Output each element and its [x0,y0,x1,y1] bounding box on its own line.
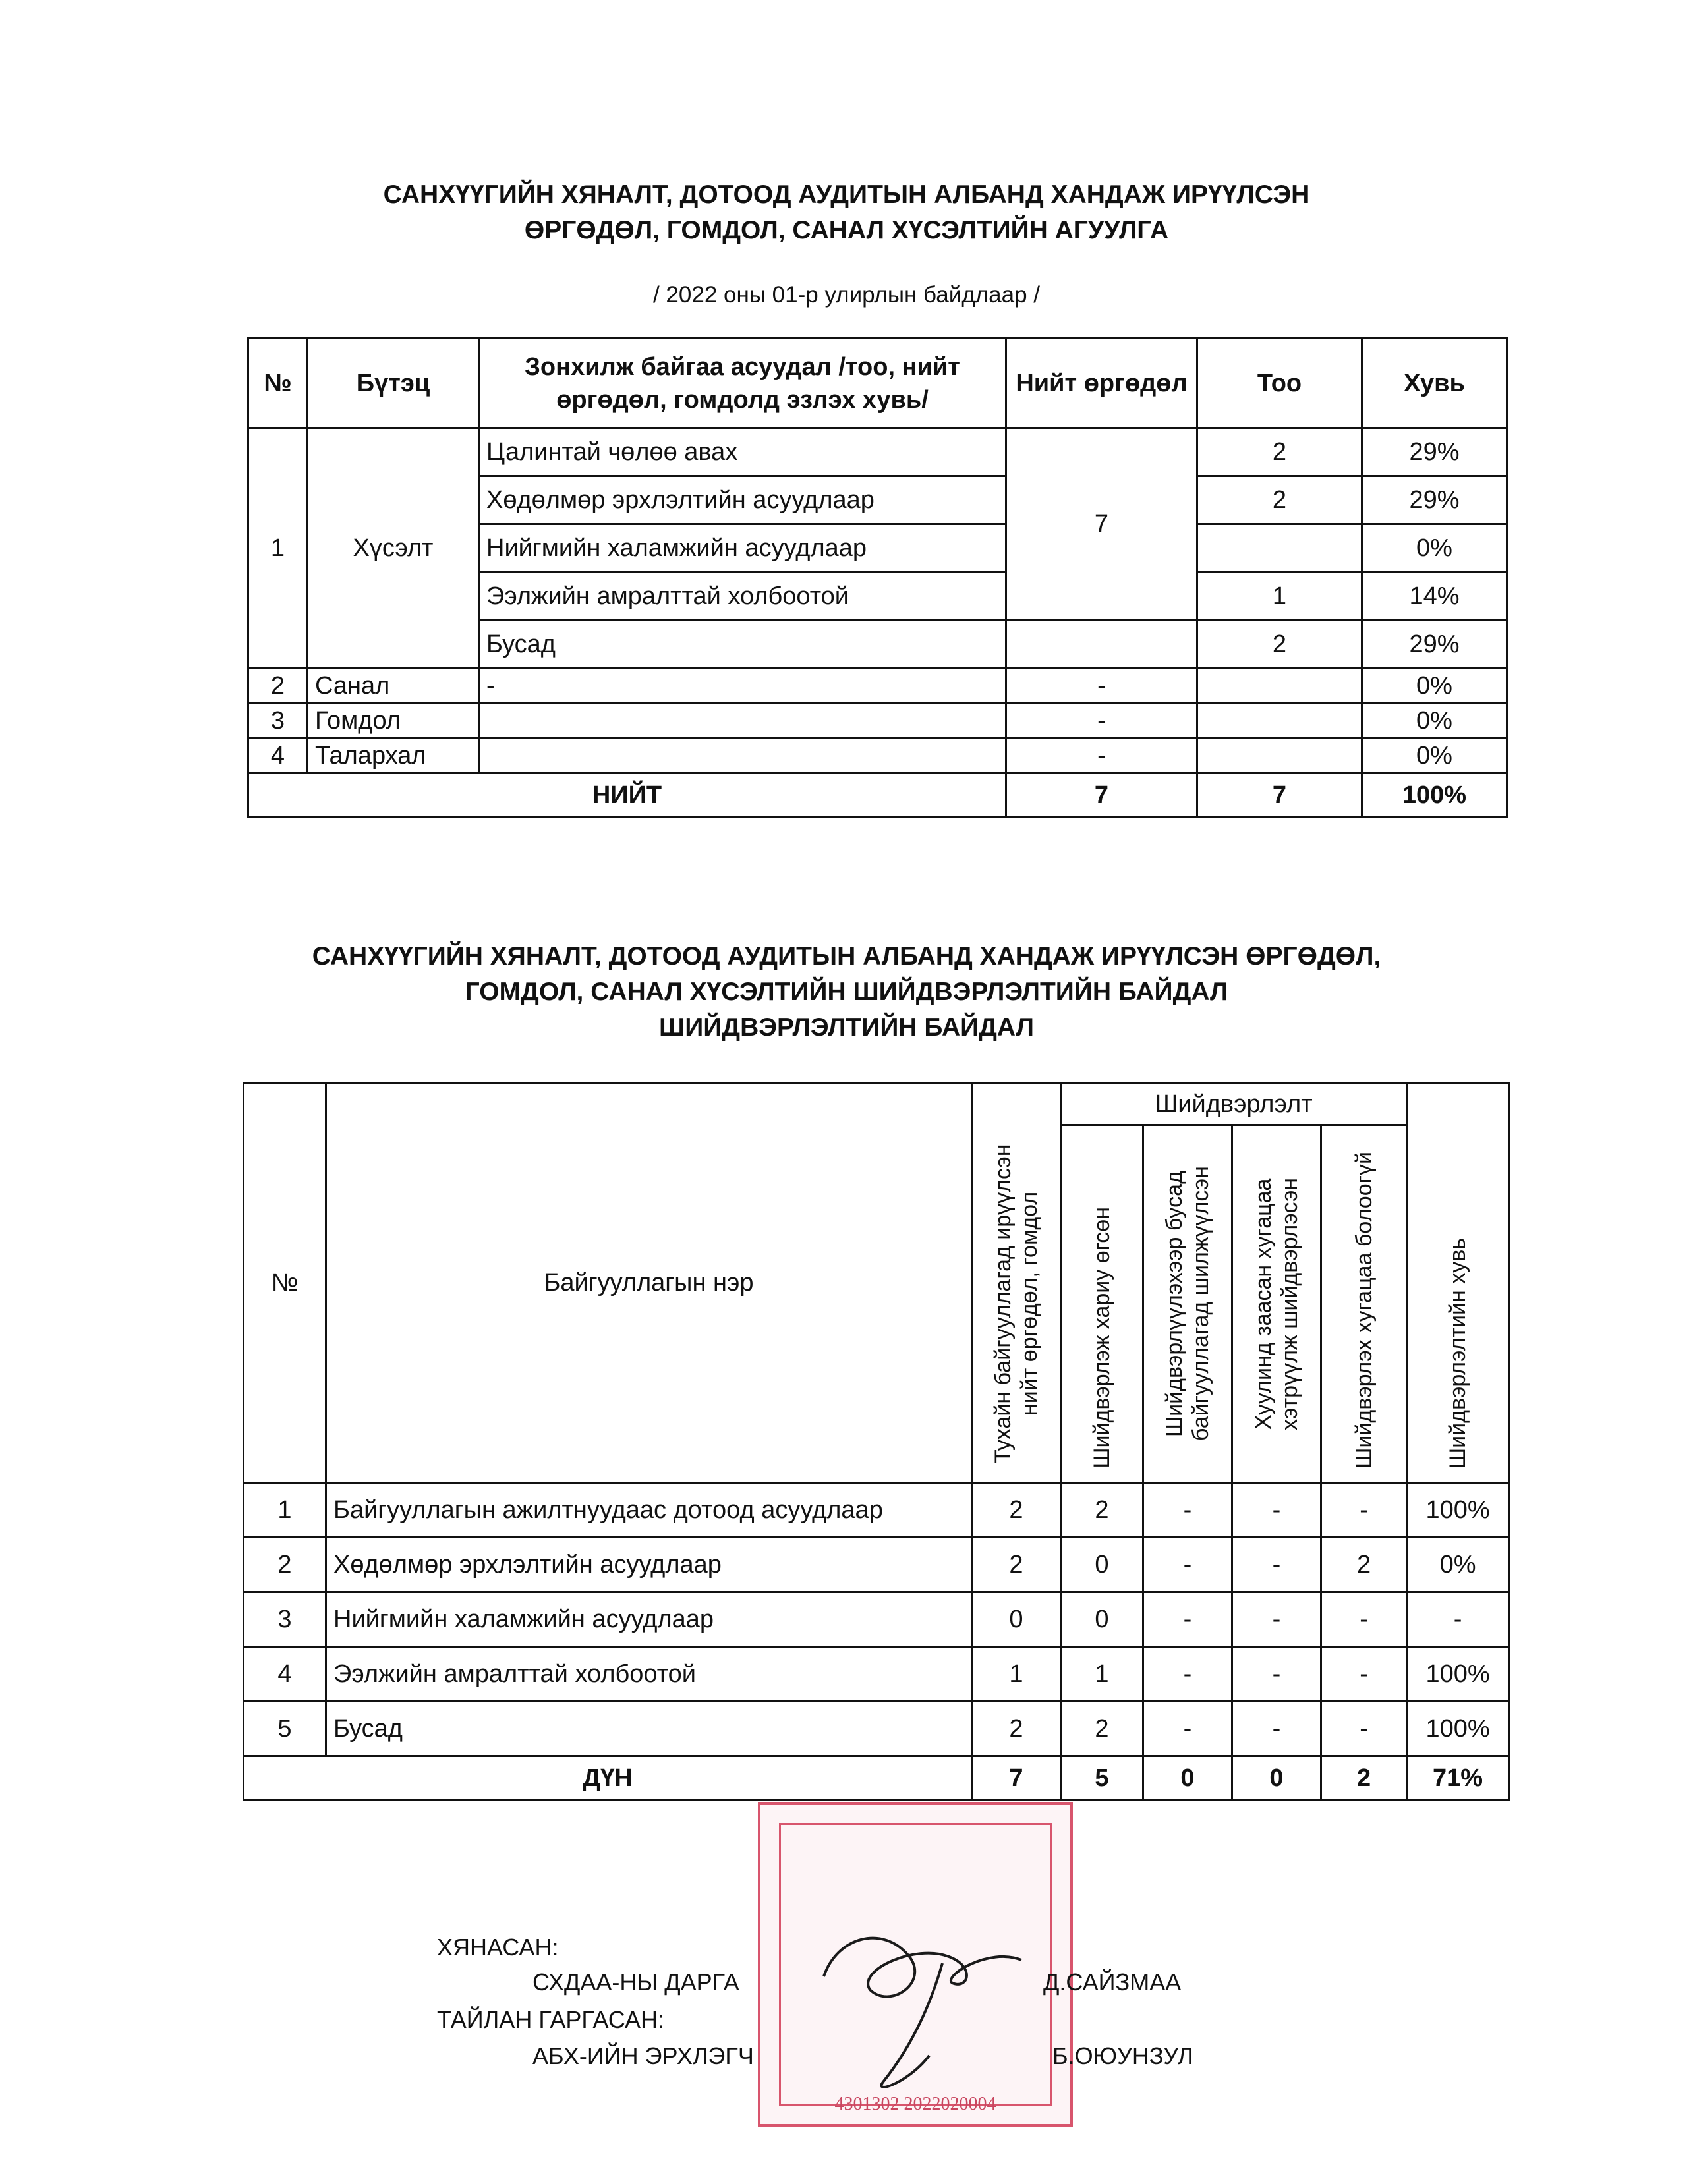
no-cell: 3 [244,1592,326,1647]
rate-cell: 100% [1407,1647,1509,1702]
percent-cell: 0% [1362,669,1507,704]
answered-cell: 2 [1061,1702,1143,1756]
total-count: 7 [1197,773,1362,818]
org-cell: Ээлжийн амралттай холбоотой [326,1647,972,1702]
header-received: Тухайн байгууллагад ирүүлсэн нийт өргөдөл, гомдол [972,1084,1061,1483]
header-forwarded: Шийдвэрлүүлэхээр бусад байгууллагад шилжүүлсэн [1143,1125,1232,1483]
overdue-cell: - [1232,1483,1321,1538]
percent-cell: 0% [1362,524,1507,573]
received-cell: 2 [972,1538,1061,1592]
resolution-table [243,1082,1510,1801]
received-cell: 2 [972,1483,1061,1538]
answered-cell: 1 [1061,1647,1143,1702]
table-row [244,1483,1509,1538]
section1-subtitle: / 2022 оны 01-р улирлын байдлаар / [652,282,1041,308]
total-cell [1006,621,1197,669]
overdue-cell: - [1232,1592,1321,1647]
structure-cell: Талархал [308,739,479,773]
count-cell: 2 [1197,621,1362,669]
percent-cell: 29% [1362,621,1507,669]
received-cell: 0 [972,1592,1061,1647]
answered-cell: 2 [1061,1483,1143,1538]
section1-title-line1: САНХҮҮГИЙН ХЯНАЛТ, ДОТООД АУДИТЫН АЛБАНД ХАНДАЖ ИРҮҮЛСЭН [383,181,1310,209]
table-row [244,1702,1509,1756]
signature-mark [811,1884,1048,2102]
issue-cell: Цалинтай чөлөө авах [479,428,1006,476]
table-row [248,669,1507,704]
header-resolution-group: Шийдвэрлэлт [1061,1084,1407,1125]
table-row [244,1647,1509,1702]
content-table [247,337,1508,818]
no-cell: 5 [244,1702,326,1756]
count-cell: 1 [1197,573,1362,621]
reported-label: ТАЙЛАН ГАРГАСАН: [437,2006,664,2033]
rate-cell: 100% [1407,1483,1509,1538]
total-overdue: 0 [1232,1756,1321,1801]
stamp-number: 4301302 2022020004 [834,2094,996,2114]
section2-title-line1: САНХҮҮГИЙН ХЯНАЛТ, ДОТООД АУДИТЫН АЛБАНД ХАНДАЖ ИРҮҮЛСЭН ӨРГӨДӨЛ, [312,942,1381,970]
forwarded-cell: - [1143,1647,1232,1702]
overdue-cell: - [1232,1647,1321,1702]
pending-cell: - [1321,1592,1407,1647]
forwarded-cell: - [1143,1538,1232,1592]
table-row [244,1538,1509,1592]
header-percent: Хувь [1362,339,1507,428]
issue-cell [479,704,1006,739]
issue-cell [479,739,1006,773]
header-total: Нийт өргөдөл [1006,339,1197,428]
total-row [244,1756,1509,1801]
no-cell: 2 [244,1538,326,1592]
pending-cell: - [1321,1647,1407,1702]
count-cell: 2 [1197,476,1362,524]
table-header-row [248,339,1507,428]
org-cell: Нийгмийн халамжийн асуудлаар [326,1592,972,1647]
answered-cell: 0 [1061,1592,1143,1647]
org-cell: Хөдөлмөр эрхлэлтийн асуудлаар [326,1538,972,1592]
issue-cell: Нийгмийн халамжийн асуудлаар [479,524,1006,573]
header-org: Байгууллагын нэр [326,1084,972,1483]
total-answered: 5 [1061,1756,1143,1801]
table-header-row [244,1084,1509,1125]
header-answered: Шийдвэрлэж хариу өгсөн [1061,1125,1143,1483]
structure-cell: Санал [308,669,479,704]
reviewer-title: СХДАА-НЫ ДАРГА [532,1969,739,1996]
total-cell: - [1006,704,1197,739]
percent-cell: 29% [1362,428,1507,476]
forwarded-cell: - [1143,1702,1232,1756]
table-row [248,704,1507,739]
total-total: 7 [1006,773,1197,818]
reviewer-name: Д.САЙЗМАА [1043,1969,1182,1996]
header-no: № [248,339,308,428]
issue-cell: Бусад [479,621,1006,669]
total-rate: 71% [1407,1756,1509,1801]
rate-cell: 100% [1407,1702,1509,1756]
count-cell: 2 [1197,428,1362,476]
issue-cell: Хөдөлмөр эрхлэлтийн асуудлаар [479,476,1006,524]
structure-cell: Гомдол [308,704,479,739]
total-row [248,773,1507,818]
count-cell [1197,704,1362,739]
group-total: 7 [1006,428,1197,621]
group-no: 1 [248,428,308,669]
table-row [244,1592,1509,1647]
received-cell: 2 [972,1702,1061,1756]
table-row [248,428,1507,476]
header-count: Тоо [1197,339,1362,428]
no-cell: 2 [248,669,308,704]
section1-title-line2: ӨРГӨДӨЛ, ГОМДОЛ, САНАЛ ХҮСЭЛТИЙН АГУУЛГА [524,216,1169,244]
header-structure: Бүтэц [308,339,479,428]
reviewed-label: ХЯНАСАН: [437,1934,559,1961]
percent-cell: 14% [1362,573,1507,621]
total-label: ДҮН [244,1756,972,1801]
header-pending: Шийдвэрлэх хугацаа болоогүй [1321,1125,1407,1483]
count-cell [1197,524,1362,573]
rate-cell: - [1407,1592,1509,1647]
total-received: 7 [972,1756,1061,1801]
issue-cell: - [479,669,1006,704]
count-cell [1197,739,1362,773]
total-forwarded: 0 [1143,1756,1232,1801]
total-label: НИЙТ [248,773,1006,818]
reporter-title: АБХ-ИЙН ЭРХЛЭГЧ [532,2042,754,2069]
total-pending: 2 [1321,1756,1407,1801]
total-cell: - [1006,669,1197,704]
table-row [248,739,1507,773]
section2-title-line2: ГОМДОЛ, САНАЛ ХҮСЭЛТИЙН ШИЙДВЭРЛЭЛТИЙН БАЙДАЛ [465,978,1228,1006]
total-cell: - [1006,739,1197,773]
reporter-name: Б.ОЮУНЗУЛ [1052,2042,1193,2069]
org-cell: Байгууллагын ажилтнуудаас дотоод асуудлаар [326,1483,972,1538]
org-cell: Бусад [326,1702,972,1756]
count-cell [1197,669,1362,704]
overdue-cell: - [1232,1702,1321,1756]
no-cell: 3 [248,704,308,739]
overdue-cell: - [1232,1538,1321,1592]
header-issue: Зонхилж байгаа асуудал /тоо, нийт өргөдөл, гомдолд эзлэх хувь/ [479,339,1006,428]
percent-cell: 0% [1362,739,1507,773]
pending-cell: - [1321,1483,1407,1538]
header-no: № [244,1084,326,1483]
forwarded-cell: - [1143,1483,1232,1538]
no-cell: 1 [244,1483,326,1538]
answered-cell: 0 [1061,1538,1143,1592]
percent-cell: 0% [1362,704,1507,739]
header-rate: Шийдвэрлэлтийн хувь [1407,1084,1509,1483]
rate-cell: 0% [1407,1538,1509,1592]
no-cell: 4 [244,1647,326,1702]
group-structure: Хүсэлт [308,428,479,669]
pending-cell: - [1321,1702,1407,1756]
section2-title-line3: ШИЙДВЭРЛЭЛТИЙН БАЙДАЛ [659,1013,1034,1042]
forwarded-cell: - [1143,1592,1232,1647]
pending-cell: 2 [1321,1538,1407,1592]
no-cell: 4 [248,739,308,773]
received-cell: 1 [972,1647,1061,1702]
header-overdue: Хуулинд заасан хугацаа хэтрүүлж шийдвэрлэсэн [1232,1125,1321,1483]
issue-cell: Ээлжийн амралттай холбоотой [479,573,1006,621]
total-percent: 100% [1362,773,1507,818]
percent-cell: 29% [1362,476,1507,524]
